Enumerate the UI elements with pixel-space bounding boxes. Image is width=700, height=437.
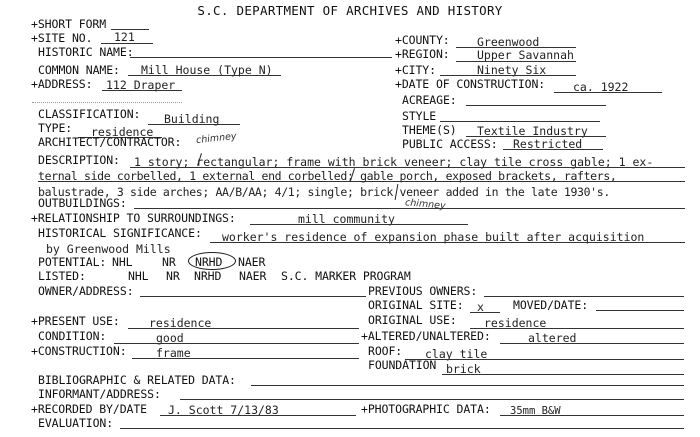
listed-option-nrhd[interactable]: NRHD: [194, 269, 222, 283]
listed-option-sc-marker[interactable]: S.C. MARKER PROGRAM: [281, 269, 411, 283]
style-line: [440, 121, 600, 122]
address-value[interactable]: 112 Draper: [106, 78, 176, 92]
historical-significance-label: HISTORICAL SIGNIFICANCE:: [38, 226, 202, 240]
evaluation-line: [120, 428, 684, 429]
condition-label: CONDITION:: [38, 329, 107, 343]
original-use-label: ORIGINAL USE:: [368, 313, 457, 327]
county-label: +COUNTY:: [395, 33, 450, 47]
city-value[interactable]: Ninety Six: [477, 63, 547, 77]
relationship-line: [250, 224, 468, 225]
informant-label: INFORMANT/ADDRESS:: [38, 387, 161, 401]
historical-significance-line-2[interactable]: by Greenwood Mills: [46, 242, 171, 256]
common-name-value[interactable]: Mill House (Type N): [141, 63, 273, 77]
recorded-by-label: +RECORDED BY/DATE: [31, 402, 148, 416]
acreage-line: [466, 105, 606, 106]
potential-option-nrhd[interactable]: NRHD: [195, 255, 223, 269]
condition-line: [114, 343, 359, 344]
relationship-label: +RELATIONSHIP TO SURROUNDINGS:: [31, 211, 236, 225]
relationship-value[interactable]: mill community: [298, 212, 395, 226]
construction-value[interactable]: frame: [156, 346, 191, 360]
county-value[interactable]: Greenwood: [477, 35, 540, 49]
roof-label: ROOF:: [368, 344, 403, 358]
classification-value[interactable]: Building: [164, 112, 220, 126]
city-line: [440, 75, 576, 76]
listed-label: LISTED:: [38, 269, 86, 283]
recorded-by-value[interactable]: J. Scott 7/13/83: [168, 403, 279, 417]
date-of-construction-line: [554, 92, 662, 93]
handwritten-chimney-2: chimney: [404, 197, 447, 212]
moved-date-line: [596, 310, 684, 311]
listed-option-nr[interactable]: NR: [166, 269, 180, 283]
page-title: S.C. DEPARTMENT OF ARCHIVES AND HISTORY: [197, 3, 503, 18]
architect-label: ARCHITECT/CONTRACTOR:: [38, 135, 182, 149]
common-name-line: [128, 75, 281, 76]
original-use-line: [470, 328, 684, 329]
type-label: TYPE:: [38, 121, 73, 135]
bibliographic-line: [251, 385, 684, 386]
owner-address-line: [140, 296, 366, 297]
roof-line: [405, 359, 684, 360]
photographic-value[interactable]: 35mm B&W: [510, 405, 561, 417]
themes-value[interactable]: Textile Industry: [477, 124, 588, 138]
description-line-3[interactable]: balustrade, 3 side arches; AA/B/AA; 4/1; single; brick veneer added in the late 1930's.: [38, 185, 610, 199]
historical-significance-line-1[interactable]: worker's residence of expansion phase built after acquisition: [222, 230, 645, 244]
address-dotted-line: [32, 102, 182, 103]
foundation-label: FOUNDATION: [368, 358, 437, 372]
present-use-label: +PRESENT USE:: [31, 314, 120, 328]
owner-address-label: OWNER/ADDRESS:: [38, 284, 134, 298]
handwritten-chimney-1: chimney: [195, 130, 238, 147]
historic-name-line: [130, 57, 392, 58]
description-underline-2: [38, 181, 685, 182]
altered-value[interactable]: altered: [528, 331, 577, 345]
informant-line: [180, 399, 684, 400]
city-label: +CITY:: [395, 63, 436, 77]
site-no-line: [101, 43, 153, 44]
common-name-label: COMMON NAME:: [38, 63, 120, 77]
foundation-value[interactable]: brick: [446, 362, 481, 376]
classification-line: [148, 124, 240, 125]
potential-nrhd-circle: [188, 252, 236, 270]
photographic-label: +PHOTOGRAPHIC DATA:: [361, 402, 491, 416]
foundation-line: [442, 374, 684, 375]
public-access-value[interactable]: Restricted: [513, 137, 583, 151]
construction-line: [132, 358, 359, 359]
present-use-line: [128, 328, 359, 329]
potential-option-nhl[interactable]: NHL: [112, 255, 133, 269]
description-line-1[interactable]: 1 story; rectangular; frame with brick veneer; clay tile cross gable; 1 ex-: [134, 155, 654, 169]
historical-significance-underline: [210, 242, 685, 243]
photographic-line: [500, 415, 684, 416]
moved-date-label: MOVED/DATE:: [513, 298, 589, 312]
condition-value[interactable]: good: [156, 331, 184, 345]
original-use-value[interactable]: residence: [484, 316, 547, 330]
listed-option-nhl[interactable]: NHL: [128, 269, 149, 283]
present-use-value[interactable]: residence: [149, 316, 212, 330]
roof-value[interactable]: clay tile: [425, 347, 488, 361]
acreage-label: ACREAGE:: [402, 93, 457, 107]
previous-owners-line: [484, 296, 684, 297]
region-line: [456, 61, 576, 62]
potential-option-naer[interactable]: NAER: [238, 255, 266, 269]
original-site-label: ORIGINAL SITE:: [368, 298, 464, 312]
potential-label: POTENTIAL:: [38, 255, 107, 269]
description-label: DESCRIPTION:: [38, 153, 120, 167]
outbuildings-label: OUTBUILDINGS:: [38, 196, 127, 210]
description-underline-1: [130, 167, 685, 168]
public-access-line: [503, 149, 603, 150]
historic-name-label: HISTORIC NAME:: [38, 45, 134, 59]
original-site-value[interactable]: x: [477, 300, 484, 314]
description-line-2[interactable]: ternal side corbelled, 1 external end corbelled; gable porch, exposed brackets, rafters,: [38, 169, 617, 183]
region-label: +REGION:: [395, 47, 450, 61]
listed-option-naer[interactable]: NAER: [239, 269, 267, 283]
original-site-line: [470, 312, 500, 313]
potential-option-nr[interactable]: NR: [162, 255, 176, 269]
type-value[interactable]: residence: [91, 125, 154, 139]
region-value[interactable]: Upper Savannah: [477, 48, 574, 62]
recorded-by-line: [160, 415, 356, 416]
site-no-value[interactable]: 121: [114, 30, 135, 44]
altered-line: [500, 343, 684, 344]
address-line: [102, 90, 182, 91]
themes-label: THEME(S): [402, 123, 457, 137]
address-label: +ADDRESS:: [31, 77, 93, 91]
style-label: STYLE: [402, 109, 437, 123]
date-of-construction-value[interactable]: ca. 1922: [573, 80, 629, 94]
bibliographic-label: BIBLIOGRAPHIC & RELATED DATA:: [38, 373, 236, 387]
altered-label: +ALTERED/UNALTERED:: [361, 329, 491, 343]
classification-label: CLASSIFICATION:: [38, 107, 141, 121]
public-access-label: PUBLIC ACCESS:: [402, 137, 498, 151]
construction-label: +CONSTRUCTION:: [31, 344, 127, 358]
short-form-label: +SHORT FORM: [31, 17, 107, 31]
site-no-label: +SITE NO.: [31, 31, 93, 45]
previous-owners-label: PREVIOUS OWNERS:: [368, 284, 478, 298]
evaluation-label: EVALUATION:: [38, 416, 114, 430]
date-of-construction-label: +DATE OF CONSTRUCTION:: [395, 77, 546, 91]
